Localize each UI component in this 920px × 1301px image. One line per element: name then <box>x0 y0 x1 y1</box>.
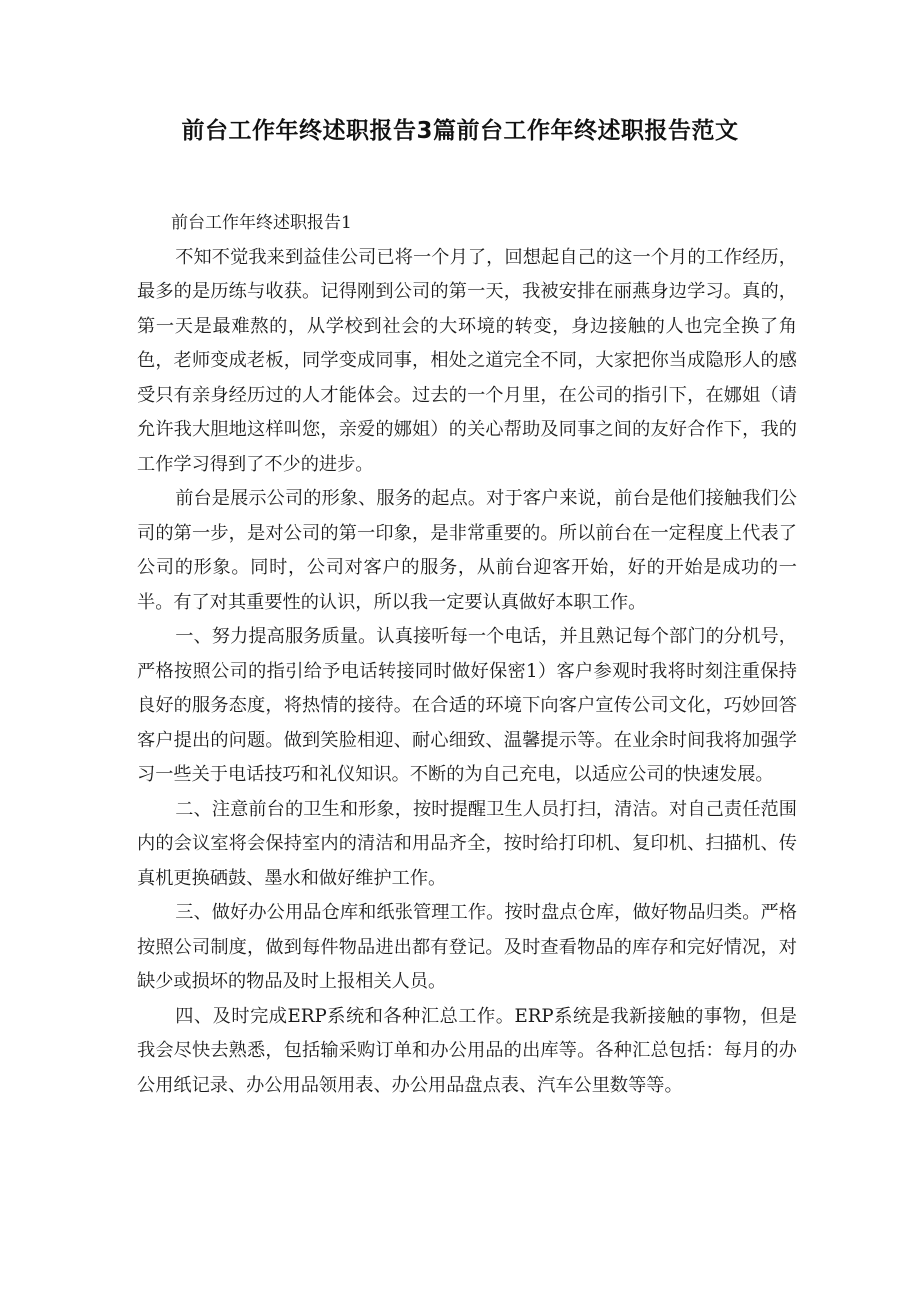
paragraph-supplies: 三、做好办公用品仓库和纸张管理工作。按时盘点仓库，做好物品归类。严格按照公司制度，做到每件物品进出都有登记。及时查看物品的库存和完好情况，对缺少或损坏的物品及时上报相关人员。 <box>137 902 797 992</box>
paragraph-front-desk-role: 前台是展示公司的形象、服务的起点。对于客户来说，前台是他们接触我们公司的第一步，是对公司的第一印象，是非常重要的。所以前台在一定程度上代表了公司的形象。同时，公司对客户的服务，从前台迎客开始，好的开始是成功的一半。有了对其重要性的认识，所以我一定要认真做好本职工作。 <box>137 488 797 613</box>
paragraph-intro: 不知不觉我来到益佳公司已将一个月了，回想起自己的这一个月的工作经历，最多的是历练与收获。记得刚到公司的第一天，我被安排在丽燕身边学习。真的，第一天是最难熬的，从学校到社会的大环境的转变，身边接触的人也完全换了角色，老师变成老板，同学变成同事，相处之道完全不同，大家把你当成隐形人的感受只有亲身经历过的人才能体会。过去的一个月里，在公司的指引下，在娜姐（请允许我大胆地这样叫您，亲爱的娜姐）的关心帮助及同事之间的友好合作下，我的工作学习得到了不少的进步。 <box>137 246 797 475</box>
document-title: 前台工作年终述职报告3篇前台工作年终述职报告范文 <box>181 118 739 144</box>
section-heading: 前台工作年终述职报告1 <box>171 213 352 233</box>
paragraph-erp: 四、及时完成ERP系统和各种汇总工作。ERP系统是我新接触的事物，但是我会尽快去熟悉，包括输采购订单和办公用品的出库等。各种汇总包括：每月的办公用纸记录、办公用品领用表、办公用品盘点表、汽车公里数等等。 <box>137 1005 797 1096</box>
paragraph-service-quality: 一、努力提高服务质量。认真接听每一个电话，并且熟记每个部门的分机号，严格按照公司的指引给予电话转接同时做好保密1）客户参观时我将时刻注重保持良好的服务态度，将热情的接待。在合适的环境下向客户宣传公司文化，巧妙回答客户提出的问题。做到笑脸相迎、耐心细致、温馨提示等。在业余时间我将加强学习一些关于电话技巧和礼仪知识。不断的为自己充电，以适应公司的快速发展。 <box>137 626 797 785</box>
paragraph-hygiene: 二、注意前台的卫生和形象，按时提醒卫生人员打扫，清洁。对自己责任范围内的会议室将会保持室内的清洁和用品齐全，按时给打印机、复印机、扫描机、传真机更换硒鼓、墨水和做好维护工作。 <box>137 798 797 889</box>
document-body <box>137 206 797 1103</box>
